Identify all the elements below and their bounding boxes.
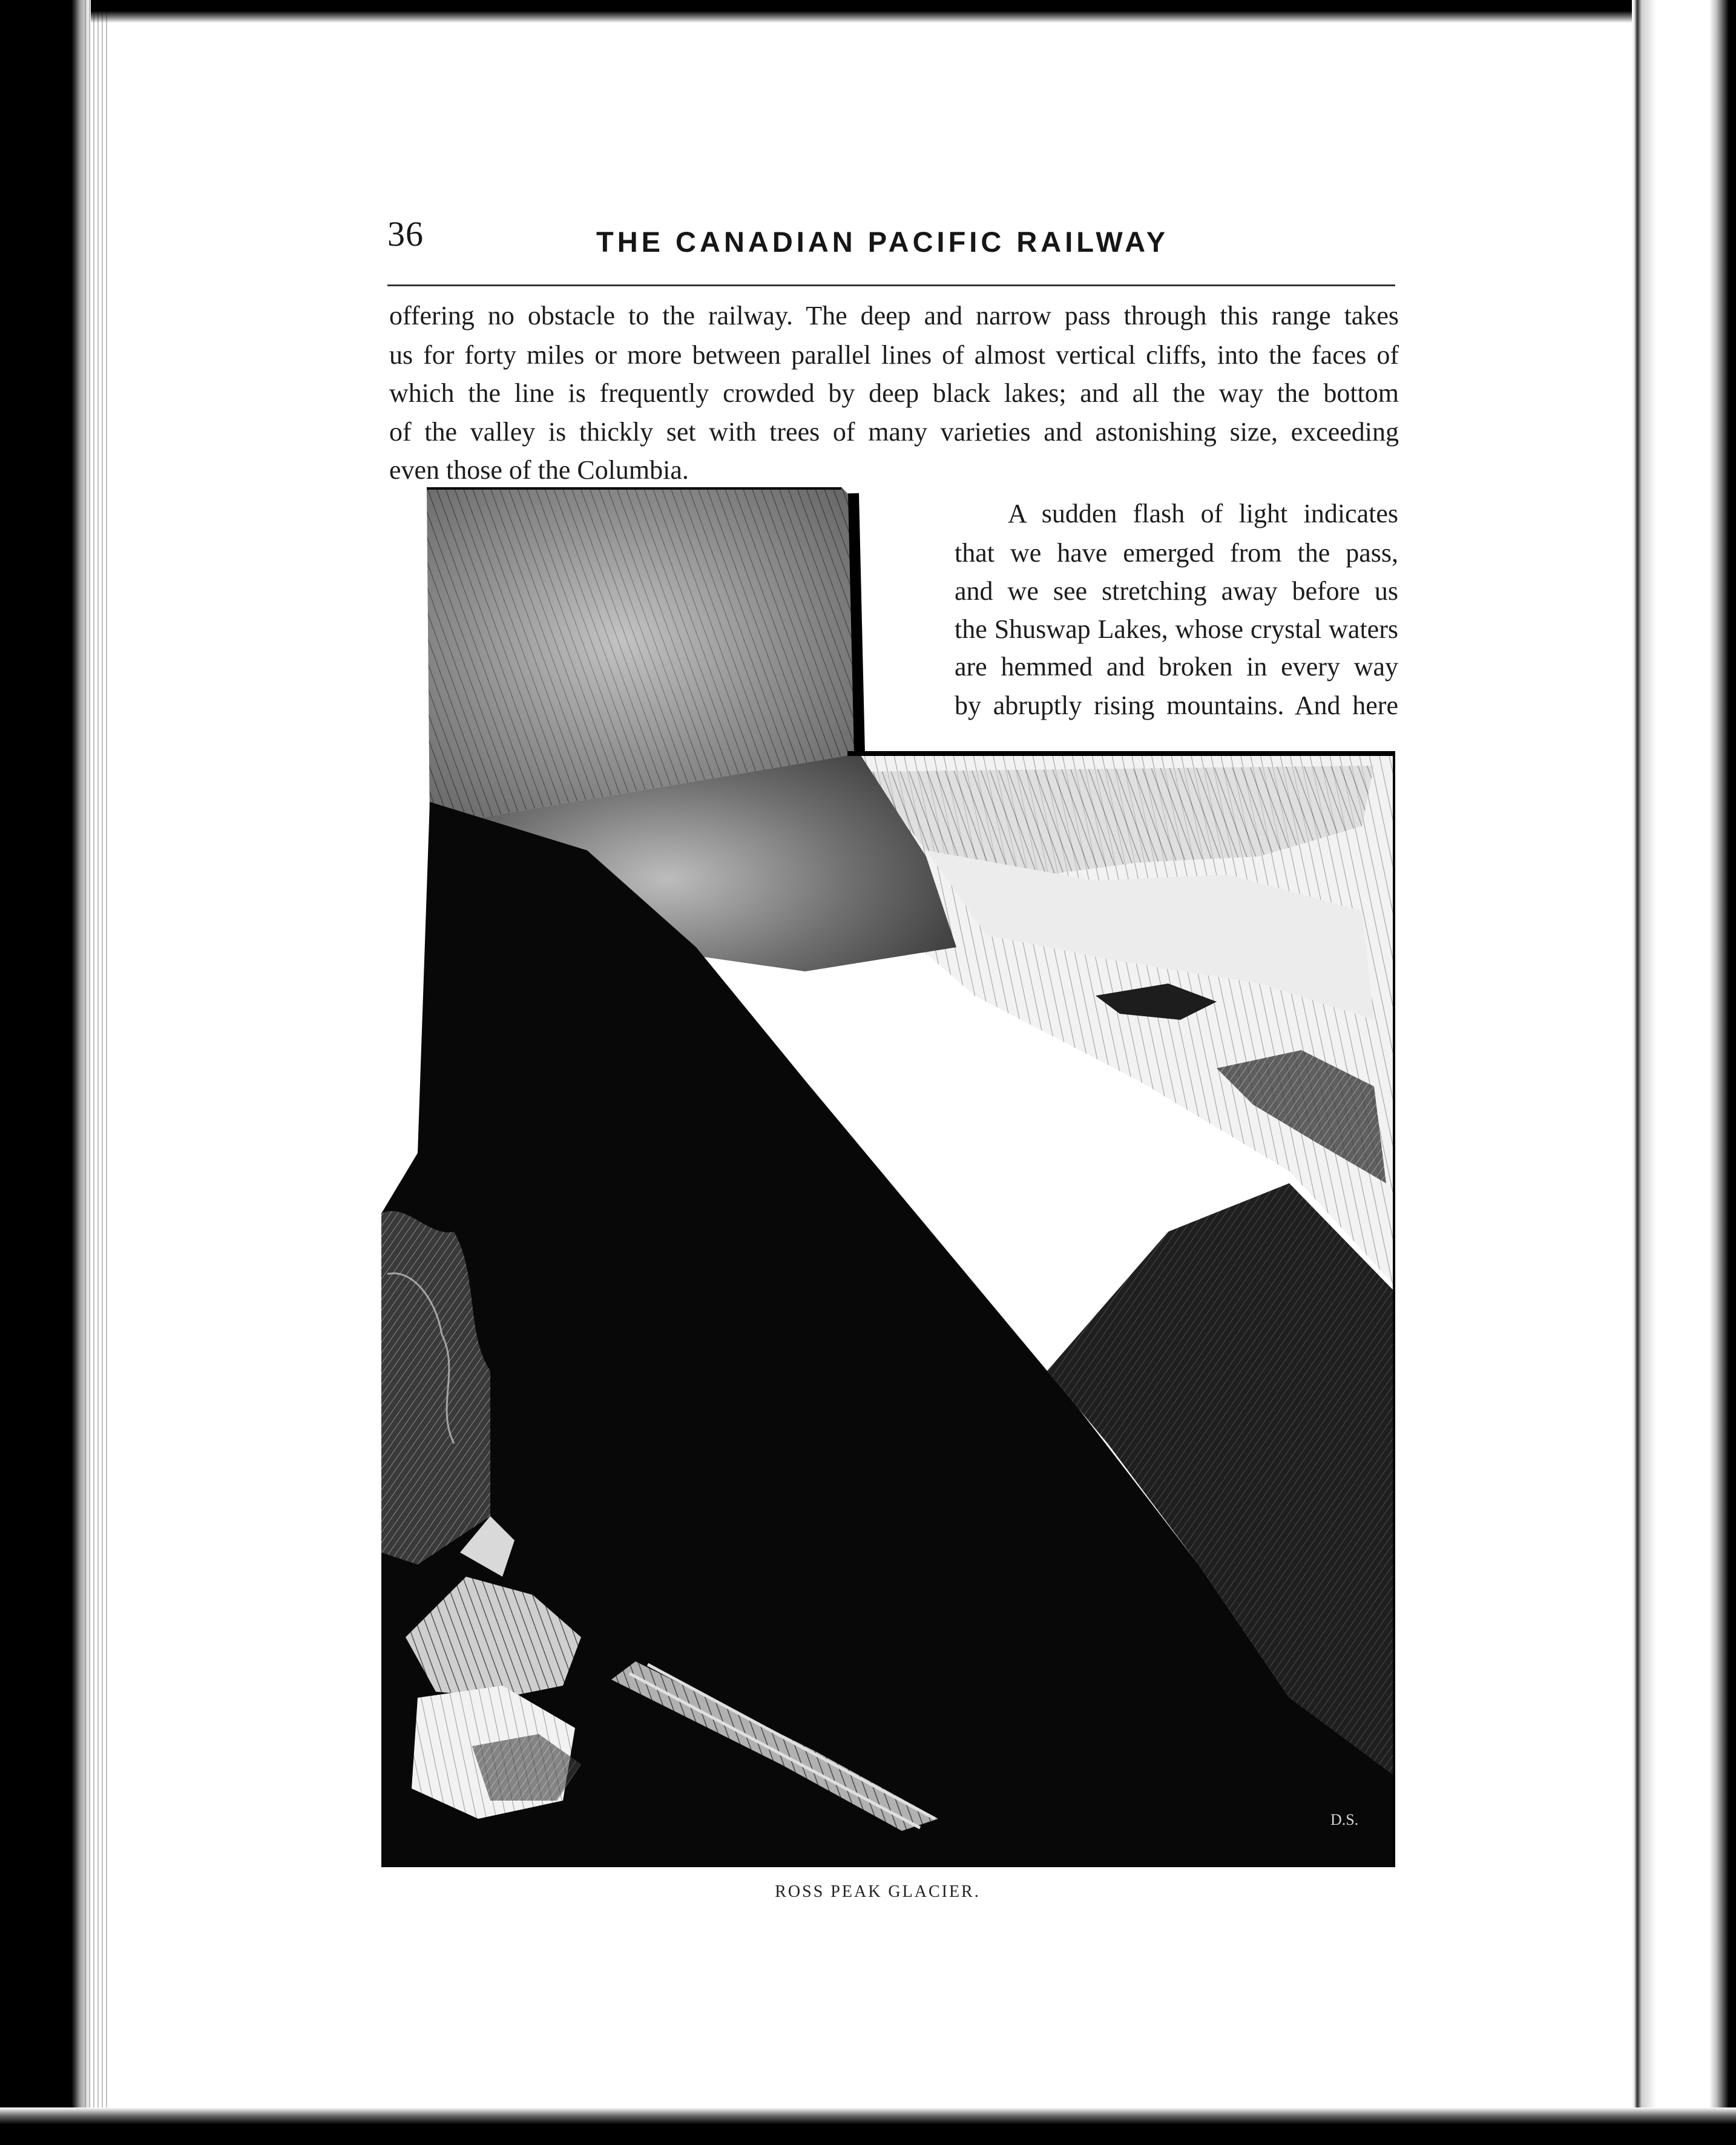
book-spine-edge: [0, 0, 91, 2145]
body-text-line: by abruptly rising mountains. And here: [955, 691, 1398, 720]
body-text-line: that we have emerged from the pass,: [955, 538, 1398, 568]
page-stack-edge: [85, 0, 109, 2145]
header-rule: [387, 284, 1395, 286]
body-text-line: of the valley is thickly set with trees of many varieties and astonishing size, exceeding: [389, 417, 1399, 447]
body-text-line: even those of the Columbia.: [389, 455, 689, 485]
ross-peak-glacier-engraving: [381, 487, 1395, 1867]
body-text-line: which the line is frequently crowded by deep black lakes; and all the way the bottom: [389, 378, 1399, 408]
scan-bottom-edge: [0, 2107, 1736, 2145]
figure-caption: ROSS PEAK GLACIER.: [775, 1882, 981, 1901]
body-text-line: offering no obstacle to the railway. The deep and narrow pass through this range takes: [389, 301, 1399, 330]
facing-page-edge: [1632, 0, 1736, 2145]
artist-initials: D.S.: [1330, 1811, 1359, 1828]
page-number: 36: [387, 214, 424, 254]
body-text-line: us for forty miles or more between parallel lines of almost vertical cliffs, into the faces of: [389, 340, 1399, 370]
body-text-line: are hemmed and broken in every way: [955, 652, 1398, 682]
scan-top-edge: [0, 0, 1736, 23]
body-text-line: and we see stretching away before us: [955, 576, 1398, 606]
running-head: THE CANADIAN PACIFIC RAILWAY: [596, 226, 1169, 258]
body-text-line: the Shuswap Lakes, whose crystal waters: [955, 614, 1398, 644]
body-text-line: A sudden flash of light indicates: [1008, 499, 1398, 528]
